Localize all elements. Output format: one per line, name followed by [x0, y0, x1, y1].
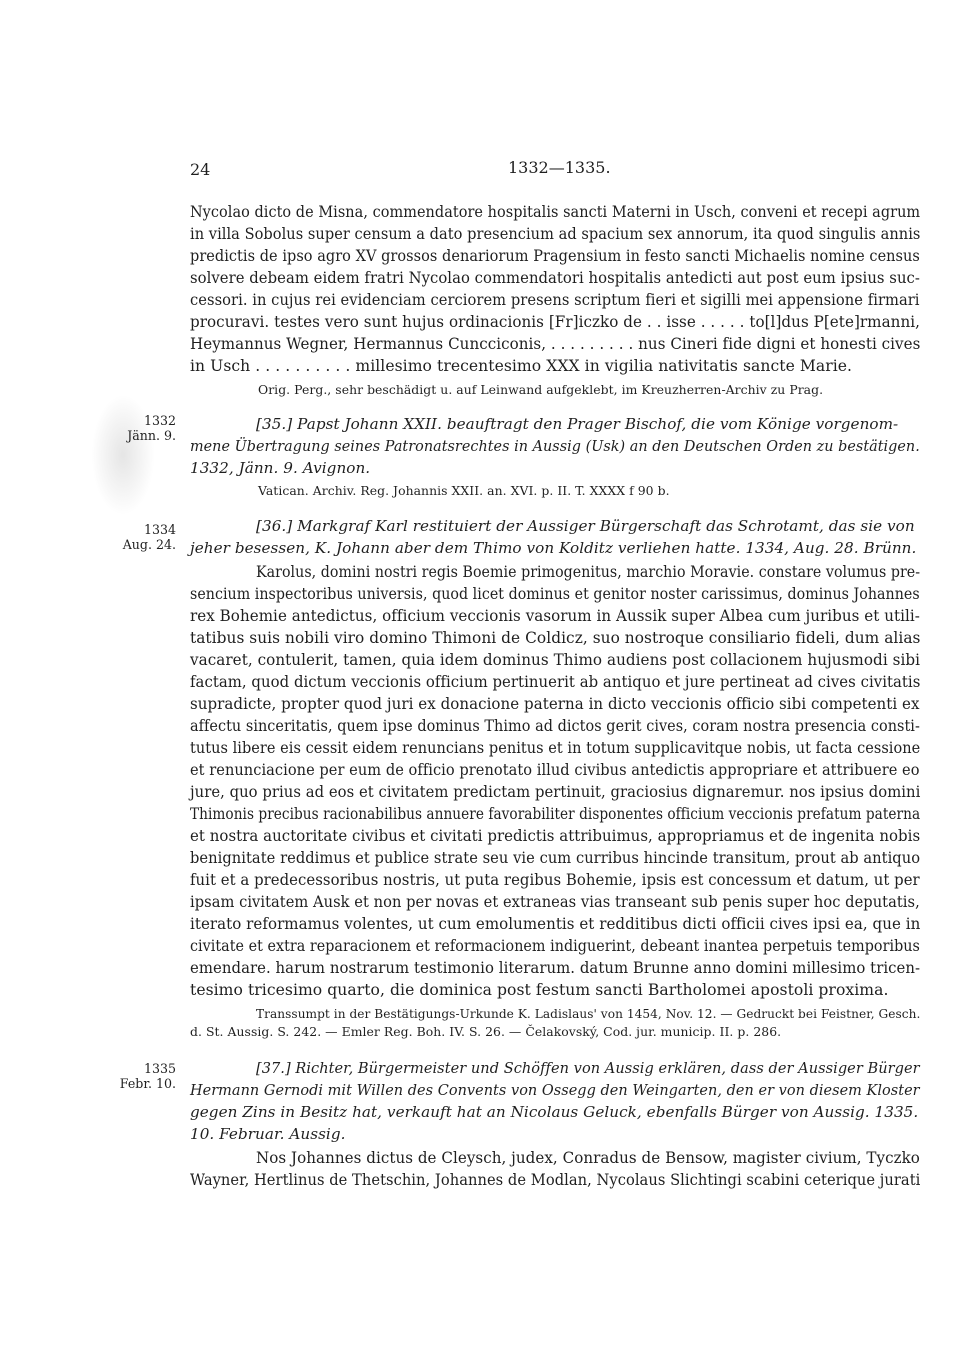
- charter-line: Karolus, domini nostri regis Boemie primogenitus, marchio Moravie. constare volumus pre-: [256, 563, 921, 581]
- entry-heading: [36.] Markgraf Karl restituiert der Aussiger Bürgerschaft das Schrotamt, das sie von: [256, 517, 915, 535]
- charter-line: Heymannus Wegner, Hermannus Cuncciconis, . . . . . . . . . nus Cineri fide digni et honesti cives: [190, 335, 921, 353]
- charter-line: ipsam civitatem Ausk et non per novas et extraneas vias transeant sub penis super hoc deputatis,: [190, 893, 920, 911]
- charter-line: factam, quod dictum veccionis officium pertinuerit ab antiquo et jure pertineat ad cives civitatis: [190, 673, 921, 691]
- entry-heading: Hermann Gernodi mit Willen des Convents von Ossegg den Weingarten, den er von diesem Kloster: [190, 1081, 920, 1099]
- margin-year: 1335: [143, 1061, 176, 1076]
- page-number: 24: [190, 160, 211, 179]
- entry-heading: [35.] Papst Johann XXII. beauftragt den Prager Bischof, die vom Könige vorgenom-: [256, 415, 899, 433]
- charter-line: Wayner, Hertlinus de Thetschin, Johannes de Modlan, Nycolaus Slichtingi scabini ceterique jurati: [190, 1171, 921, 1189]
- source-note: Vatican. Archiv. Reg. Johannis XXII. an. XVI. p. II. T. XXXX f 90 b.: [258, 483, 670, 498]
- entry-heading: [37.] Richter, Bürgermeister und Schöffen von Aussig erklären, dass der Aussiger Bürger: [256, 1059, 920, 1077]
- charter-line: affectu sinceritatis, quem ipse dominus Thimo ad dictos gerit cives, coram nostra presencia consti-: [190, 717, 920, 735]
- charter-line: Thimonis precibus racionabilibus annuere favorabiliter disponentes officium veccionis prefatum paterna: [190, 805, 921, 823]
- charter-line: rex Bohemie antedictus, officium veccionis vasorum in Aussik super Albea cum juribus et utili-: [190, 607, 920, 625]
- entry-heading: gegen Zins in Besitz hat, verkauft hat an Nicolaus Geluck, ebenfalls Bürger von Aussig. 1335.: [190, 1103, 919, 1121]
- charter-line: et nostra auctoritate civibus et civitati predictis attribuimus, appropriamus et de ingenita nobis: [190, 827, 921, 845]
- entry-heading: mene Übertragung seines Patronatsrechtes in Aussig (Usk) an den Deutschen Orden zu bestätigen.: [190, 437, 920, 455]
- charter-line: predictis de ipso agro XV grossos denariorum Pragensium in festo sancti Michaelis nomine census: [190, 247, 920, 265]
- charter-line: solvere debeam eidem fratri Nycolao commendatori hospitalis antedicti aut post eum ipsius suc-: [190, 269, 920, 287]
- charter-line: Nycolao dicto de Misna, commendatore hospitalis sancti Materni in Usch, conveni et recepi agrum: [190, 203, 921, 221]
- margin-year: 1334: [143, 522, 176, 537]
- margin-date: Febr. 10.: [119, 1076, 176, 1091]
- charter-line: benignitate reddimus et publice strate seu vie cum curribus hincinde transitum, prout ab antiquo: [190, 849, 921, 867]
- margin-date: Jänn. 9.: [127, 428, 176, 443]
- charter-line: et renunciacione per eum de officio prenotato illud civibus antedictis appropriare et attribuere eo: [190, 761, 920, 779]
- charter-line: jure, quo prius ad eos et civitatem predictam pertinuit, graciosius dignaremur. nos ipsius domini: [190, 783, 921, 801]
- source-note: Orig. Perg., sehr beschädigt u. auf Leinwand aufgeklebt, im Kreuzherren-Archiv zu Prag.: [258, 382, 824, 397]
- charter-line: tutus libere eis cessit eidem renuncians penitus et in totum supplicavitque nobis, ut facta cessione: [190, 739, 921, 757]
- charter-line: procuravi. testes vero sunt hujus ordinacionis [Fr]iczko de . . isse . . . . . to[l]dus P[ete]rmanni,: [190, 313, 921, 331]
- charter-line: in villa Sobolus super censum a dato presencium ad spacium sex annorum, ita quod singulis annis: [190, 225, 921, 243]
- charter-line: in Usch . . . . . . . . . . millesimo trecentesimo XXX in vigilia nativitatis sancte Marie.: [190, 357, 853, 375]
- running-title: 1332—1335.: [508, 158, 611, 177]
- charter-line: emendare. harum nostrarum testimonio literarum. datum Brunne anno domini millesimo tricen-: [190, 959, 921, 977]
- charter-line: Nos Johannes dictus de Cleysch, judex, Conradus de Bensow, magister civium, Tyczko: [256, 1149, 920, 1167]
- charter-line: tatibus suis nobili viro domino Thimoni de Coldicz, suo nostroque consiliario fideli, dum alias: [190, 629, 921, 647]
- margin-date: Aug. 24.: [122, 537, 176, 552]
- charter-line: tesimo tricesimo quarto, die dominica post festum sancti Bartholomei apostoli proxima.: [190, 981, 889, 999]
- charter-line: civitate et extra reparacionem et reformacionem indiguerint, debeant inantea perpetuis temporibus: [190, 937, 920, 955]
- charter-line: sencium inspectoribus universis, quod licet dominus et genitor noster carissimus, dominus Johannes: [190, 585, 920, 603]
- entry-heading: jeher besessen, K. Johann aber dem Thimo von Kolditz verliehen hatte. 1334, Aug. 28. Brünn.: [190, 539, 917, 557]
- entry-heading: 10. Februar. Aussig.: [190, 1125, 346, 1143]
- charter-line: fuit et a predecessoribus nostris, ut puta regibus Bohemie, ipsis est concessum et datum, ut per: [190, 871, 920, 889]
- entry-heading: 1332, Jänn. 9. Avignon.: [190, 459, 371, 477]
- charter-line: cessori. in cujus rei evidenciam cerciorem presens scriptum fieri et sigilli mei appensione firmari: [190, 291, 920, 309]
- charter-line: supradicte, propter quod juri ex donacione paterna in dicto veccionis officio sibi competenti ex: [190, 695, 920, 713]
- charter-line: iterato reformamus volentes, ut cum emolumentis et redditibus dicti officii cives ipsi ea, que in: [190, 915, 921, 933]
- source-note: Transsumpt in der Bestätigungs-Urkunde K. Ladislaus' von 1454, Nov. 12. — Gedruckt bei Feistner, Gesch.: [256, 1006, 921, 1021]
- margin-year: 1332: [143, 413, 176, 428]
- source-note: d. St. Aussig. S. 242. — Emler Reg. Boh. IV. S. 26. — Čelakovský, Cod. jur. municip. II. p. 286.: [190, 1024, 782, 1039]
- charter-line: vacaret, contulerit, tamen, quia idem dominus Thimo audiens post collacionem hujusmodi sibi: [190, 651, 921, 669]
